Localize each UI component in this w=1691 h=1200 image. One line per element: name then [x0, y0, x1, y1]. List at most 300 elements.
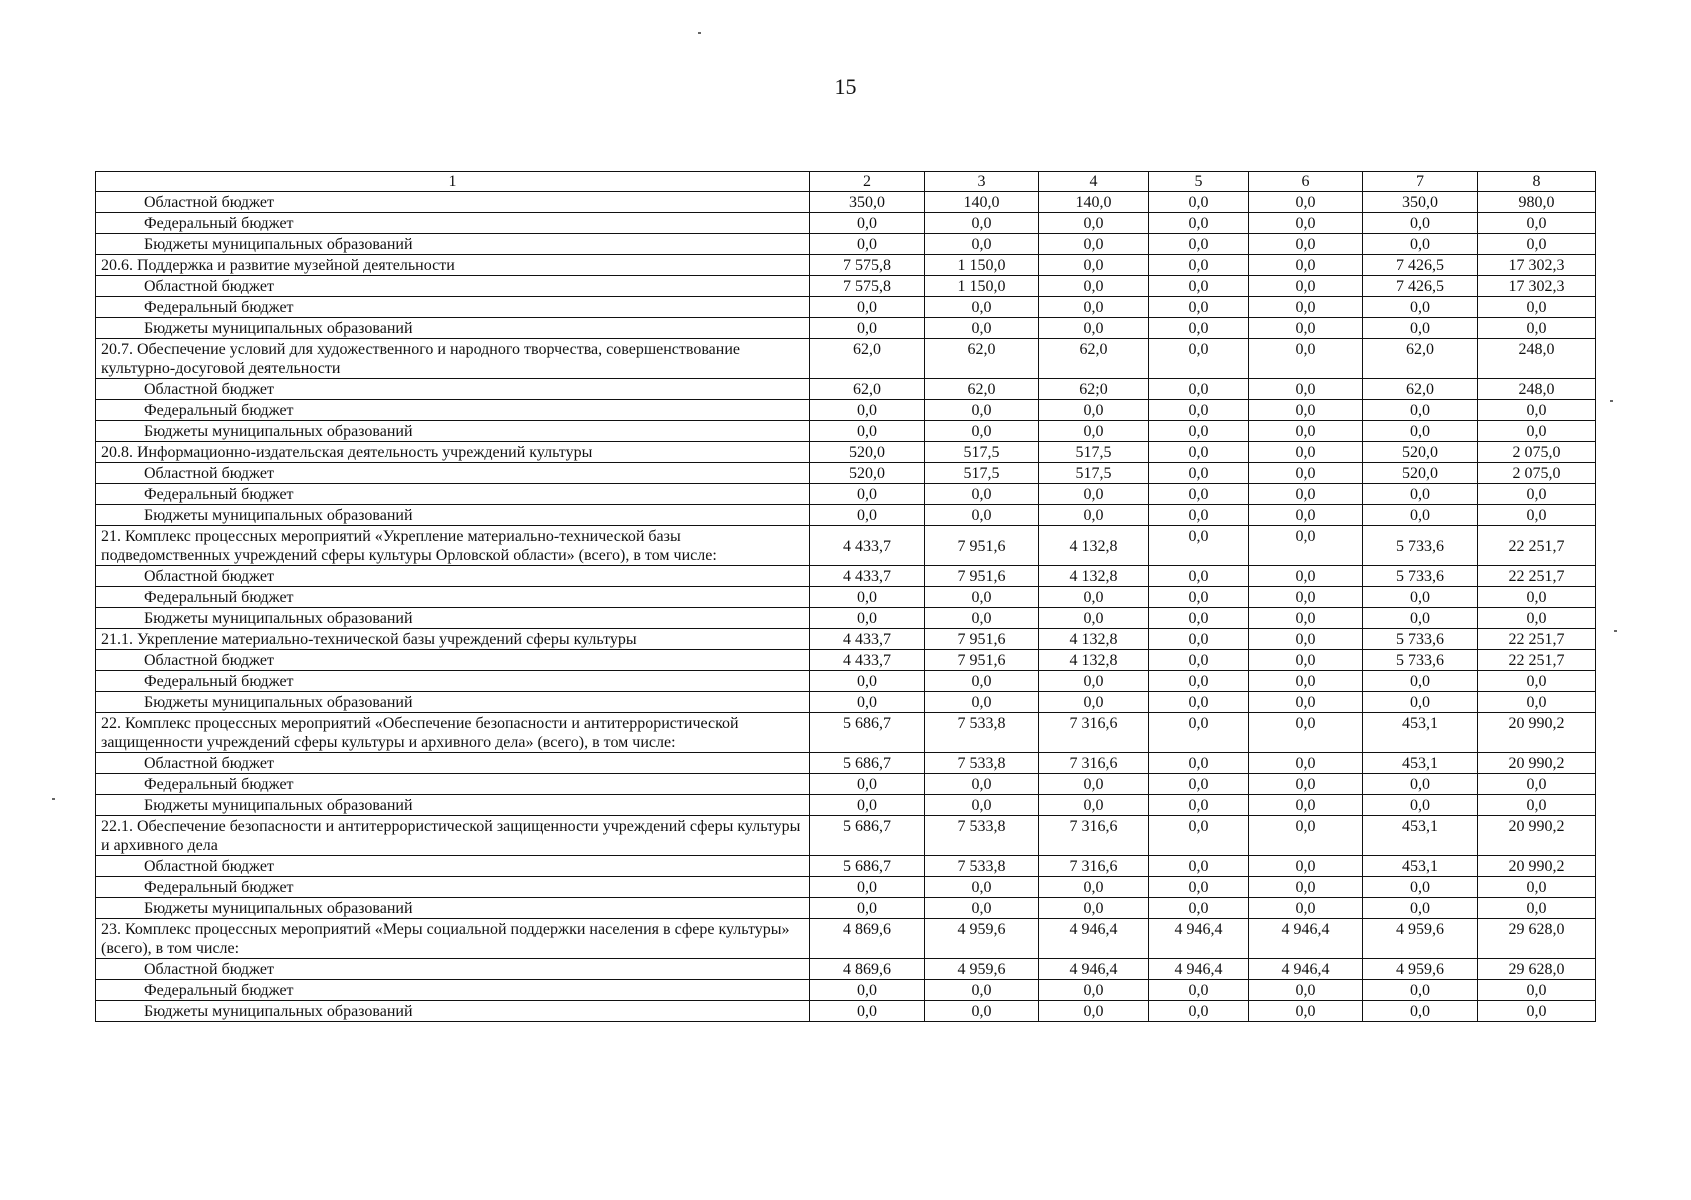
value-cell: 0,0: [1249, 192, 1363, 213]
budget-source-cell: Федеральный бюджет: [96, 484, 810, 505]
value-cell: 248,0: [1478, 339, 1596, 379]
value-cell: 0,0: [925, 1001, 1039, 1022]
table-row-budget-source: [96, 566, 1596, 587]
table-row-item: [96, 816, 1596, 856]
value-cell: 0,0: [1149, 213, 1249, 234]
value-cell: 20 990,2: [1478, 713, 1596, 753]
value-cell: 7 316,6: [1039, 856, 1149, 877]
budget-source-cell: Областной бюджет: [96, 192, 810, 213]
value-cell: 4 132,8: [1039, 629, 1149, 650]
value-cell: 0,0: [1363, 671, 1478, 692]
value-cell: 0,0: [1149, 608, 1249, 629]
value-cell: 0,0: [925, 877, 1039, 898]
budget-source-cell: Федеральный бюджет: [96, 587, 810, 608]
value-cell: 0,0: [810, 484, 925, 505]
value-cell: 4 869,6: [810, 919, 925, 959]
value-cell: 22 251,7: [1478, 526, 1596, 566]
value-cell: 0,0: [1363, 297, 1478, 318]
column-number-row: [96, 172, 1596, 192]
value-cell: 0,0: [1249, 629, 1363, 650]
value-cell: 0,0: [1149, 400, 1249, 421]
table-row-budget-source: [96, 774, 1596, 795]
table-row-item: [96, 255, 1596, 276]
value-cell: 0,0: [810, 400, 925, 421]
value-cell: 0,0: [1149, 587, 1249, 608]
value-cell: 0,0: [1149, 856, 1249, 877]
table-row-budget-source: [96, 379, 1596, 400]
value-cell: 0,0: [1039, 484, 1149, 505]
value-cell: 0,0: [1249, 898, 1363, 919]
value-cell: 0,0: [925, 608, 1039, 629]
column-number: 8: [1478, 172, 1596, 192]
value-cell: 22 251,7: [1478, 650, 1596, 671]
budget-source-cell: Областной бюджет: [96, 753, 810, 774]
value-cell: 0,0: [1363, 505, 1478, 526]
value-cell: 7 316,6: [1039, 753, 1149, 774]
value-cell: 1 150,0: [925, 255, 1039, 276]
value-cell: 453,1: [1363, 753, 1478, 774]
value-cell: 7 426,5: [1363, 255, 1478, 276]
value-cell: 0,0: [1363, 1001, 1478, 1022]
value-cell: 0,0: [1039, 505, 1149, 526]
value-cell: 0,0: [1249, 774, 1363, 795]
value-cell: 7 951,6: [925, 526, 1039, 566]
budget-source-cell: Бюджеты муниципальных образований: [96, 421, 810, 442]
value-cell: 0,0: [925, 234, 1039, 255]
value-cell: 0,0: [1149, 629, 1249, 650]
value-cell: 4 433,7: [810, 629, 925, 650]
value-cell: 0,0: [1478, 774, 1596, 795]
value-cell: 0,0: [1249, 442, 1363, 463]
value-cell: 0,0: [925, 587, 1039, 608]
column-number: 5: [1149, 172, 1249, 192]
column-number: 4: [1039, 172, 1149, 192]
value-cell: 0,0: [1149, 774, 1249, 795]
value-cell: 350,0: [1363, 192, 1478, 213]
value-cell: 0,0: [1249, 795, 1363, 816]
value-cell: 62,0: [1363, 379, 1478, 400]
value-cell: 7 951,6: [925, 566, 1039, 587]
table-row-budget-source: [96, 276, 1596, 297]
value-cell: 5 733,6: [1363, 650, 1478, 671]
value-cell: 0,0: [810, 980, 925, 1001]
value-cell: 17 302,3: [1478, 255, 1596, 276]
value-cell: 20 990,2: [1478, 856, 1596, 877]
budget-source-cell: Бюджеты муниципальных образований: [96, 898, 810, 919]
value-cell: 4 946,4: [1149, 959, 1249, 980]
value-cell: 0,0: [1039, 877, 1149, 898]
value-cell: 7 951,6: [925, 629, 1039, 650]
value-cell: 0,0: [1149, 753, 1249, 774]
value-cell: 0,0: [1039, 318, 1149, 339]
value-cell: 0,0: [1149, 421, 1249, 442]
value-cell: 4 433,7: [810, 566, 925, 587]
value-cell: 7 533,8: [925, 713, 1039, 753]
value-cell: 5 686,7: [810, 816, 925, 856]
value-cell: 0,0: [1149, 980, 1249, 1001]
value-cell: 4 132,8: [1039, 526, 1149, 566]
value-cell: 0,0: [1249, 505, 1363, 526]
value-cell: 0,0: [925, 400, 1039, 421]
value-cell: 0,0: [1478, 213, 1596, 234]
value-cell: 0,0: [1039, 400, 1149, 421]
value-cell: 4 946,4: [1149, 919, 1249, 959]
value-cell: 0,0: [810, 692, 925, 713]
value-cell: 4 433,7: [810, 526, 925, 566]
value-cell: 0,0: [925, 980, 1039, 1001]
value-cell: 20 990,2: [1478, 816, 1596, 856]
table-row-budget-source: [96, 234, 1596, 255]
table-row-budget-source: [96, 692, 1596, 713]
value-cell: 5 686,7: [810, 753, 925, 774]
table-row-budget-source: [96, 980, 1596, 1001]
value-cell: 62,0: [925, 379, 1039, 400]
value-cell: 4 959,6: [925, 959, 1039, 980]
value-cell: 4 946,4: [1039, 959, 1149, 980]
value-cell: 0,0: [1249, 1001, 1363, 1022]
value-cell: 0,0: [925, 505, 1039, 526]
budget-source-cell: Областной бюджет: [96, 463, 810, 484]
scan-speck: [698, 32, 701, 34]
value-cell: 0,0: [925, 318, 1039, 339]
value-cell: 0,0: [1149, 339, 1249, 379]
value-cell: 0,0: [925, 671, 1039, 692]
value-cell: 0,0: [1249, 877, 1363, 898]
budget-source-cell: Областной бюджет: [96, 276, 810, 297]
value-cell: 453,1: [1363, 816, 1478, 856]
item-name-cell: 23. Комплекс процессных мероприятий «Меры социальной поддержки населения в сфере культуры» (всего), в том числе:: [96, 919, 810, 959]
budget-source-cell: Бюджеты муниципальных образований: [96, 692, 810, 713]
value-cell: 0,0: [925, 213, 1039, 234]
value-cell: 0,0: [1478, 692, 1596, 713]
value-cell: 0,0: [1149, 816, 1249, 856]
value-cell: 5 733,6: [1363, 526, 1478, 566]
budget-source-cell: Бюджеты муниципальных образований: [96, 1001, 810, 1022]
budget-source-cell: Областной бюджет: [96, 566, 810, 587]
value-cell: 0,0: [1363, 318, 1478, 339]
value-cell: 0,0: [1478, 587, 1596, 608]
value-cell: 0,0: [1039, 213, 1149, 234]
value-cell: 0,0: [1478, 877, 1596, 898]
item-name-cell: 20.8. Информационно-издательская деятельность учреждений культуры: [96, 442, 810, 463]
value-cell: 0,0: [1039, 297, 1149, 318]
table-row-budget-source: [96, 1001, 1596, 1022]
value-cell: 0,0: [1149, 650, 1249, 671]
scan-speck: [1614, 630, 1617, 632]
value-cell: 0,0: [925, 898, 1039, 919]
table-row-budget-source: [96, 297, 1596, 318]
value-cell: 0,0: [1249, 463, 1363, 484]
value-cell: 7 316,6: [1039, 816, 1149, 856]
value-cell: 0,0: [1149, 379, 1249, 400]
table-row-budget-source: [96, 856, 1596, 877]
value-cell: 0,0: [1478, 421, 1596, 442]
value-cell: 0,0: [810, 877, 925, 898]
table-row-budget-source: [96, 484, 1596, 505]
value-cell: 0,0: [1149, 276, 1249, 297]
item-name-cell: 20.6. Поддержка и развитие музейной деятельности: [96, 255, 810, 276]
table-row-budget-source: [96, 318, 1596, 339]
table-row-budget-source: [96, 400, 1596, 421]
value-cell: 0,0: [1249, 980, 1363, 1001]
value-cell: 0,0: [1249, 608, 1363, 629]
table-row-budget-source: [96, 192, 1596, 213]
value-cell: 140,0: [925, 192, 1039, 213]
value-cell: 0,0: [1249, 856, 1363, 877]
value-cell: 29 628,0: [1478, 959, 1596, 980]
value-cell: 0,0: [810, 421, 925, 442]
value-cell: 0,0: [1039, 587, 1149, 608]
value-cell: 0,0: [1363, 795, 1478, 816]
value-cell: 0,0: [1249, 671, 1363, 692]
table-row-item: [96, 919, 1596, 959]
value-cell: 520,0: [810, 442, 925, 463]
budget-table: [95, 171, 1596, 1022]
budget-source-cell: Областной бюджет: [96, 650, 810, 671]
value-cell: 4 959,6: [1363, 959, 1478, 980]
value-cell: 0,0: [810, 898, 925, 919]
value-cell: 5 686,7: [810, 856, 925, 877]
value-cell: 0,0: [1149, 318, 1249, 339]
budget-source-cell: Областной бюджет: [96, 959, 810, 980]
value-cell: 0,0: [1149, 713, 1249, 753]
value-cell: 0,0: [1039, 276, 1149, 297]
value-cell: 1 150,0: [925, 276, 1039, 297]
value-cell: 0,0: [1149, 255, 1249, 276]
value-cell: 0,0: [1249, 421, 1363, 442]
value-cell: 0,0: [1149, 297, 1249, 318]
value-cell: 0,0: [810, 795, 925, 816]
scan-speck: [1610, 400, 1613, 402]
value-cell: 0,0: [1478, 318, 1596, 339]
page-number: 15: [834, 74, 857, 99]
value-cell: 0,0: [1363, 877, 1478, 898]
item-name-cell: 22. Комплекс процессных мероприятий «Обеспечение безопасности и антитеррористической защищенности учреждений сферы культуры и архивного дела» (всего), в том числе:: [96, 713, 810, 753]
column-number: 6: [1249, 172, 1363, 192]
item-name-cell: 22.1. Обеспечение безопасности и антитеррористической защищенности учреждений сферы культуры и архивного дела: [96, 816, 810, 856]
value-cell: 7 426,5: [1363, 276, 1478, 297]
value-cell: 0,0: [810, 608, 925, 629]
value-cell: 0,0: [1039, 608, 1149, 629]
value-cell: 0,0: [1249, 650, 1363, 671]
value-cell: 62,0: [925, 339, 1039, 379]
value-cell: 0,0: [1363, 980, 1478, 1001]
budget-source-cell: Бюджеты муниципальных образований: [96, 318, 810, 339]
budget-source-cell: Федеральный бюджет: [96, 213, 810, 234]
value-cell: 7 533,8: [925, 856, 1039, 877]
item-name-cell: 21. Комплекс процессных мероприятий «Укрепление материально-технической базы подведомственных учреждений сферы культуры Орловской области» (всего), в том числе:: [96, 526, 810, 566]
table-row-budget-source: [96, 959, 1596, 980]
value-cell: 22 251,7: [1478, 629, 1596, 650]
value-cell: 0,0: [810, 587, 925, 608]
value-cell: 0,0: [1149, 463, 1249, 484]
value-cell: 0,0: [1363, 400, 1478, 421]
table-row-budget-source: [96, 505, 1596, 526]
value-cell: 7 575,8: [810, 276, 925, 297]
value-cell: 0,0: [810, 234, 925, 255]
value-cell: 0,0: [1149, 526, 1249, 566]
table-row-budget-source: [96, 898, 1596, 919]
value-cell: 0,0: [1149, 442, 1249, 463]
value-cell: 0,0: [1039, 421, 1149, 442]
value-cell: 0,0: [1149, 795, 1249, 816]
value-cell: 0,0: [1249, 484, 1363, 505]
value-cell: 0,0: [1363, 692, 1478, 713]
value-cell: 980,0: [1478, 192, 1596, 213]
table-row-budget-source: [96, 463, 1596, 484]
value-cell: 5 686,7: [810, 713, 925, 753]
value-cell: 0,0: [810, 318, 925, 339]
value-cell: 0,0: [1249, 255, 1363, 276]
value-cell: 0,0: [1149, 505, 1249, 526]
value-cell: 62,0: [810, 379, 925, 400]
table-row-item: [96, 713, 1596, 753]
value-cell: 0,0: [1149, 234, 1249, 255]
value-cell: 4 946,4: [1249, 959, 1363, 980]
value-cell: 4 946,4: [1039, 919, 1149, 959]
value-cell: 520,0: [1363, 442, 1478, 463]
value-cell: 0,0: [1478, 505, 1596, 526]
budget-source-cell: Бюджеты муниципальных образований: [96, 608, 810, 629]
table-body: [96, 172, 1596, 1022]
table-row-item: [96, 442, 1596, 463]
value-cell: 0,0: [1249, 587, 1363, 608]
value-cell: 0,0: [925, 692, 1039, 713]
value-cell: 0,0: [810, 1001, 925, 1022]
value-cell: 0,0: [1249, 318, 1363, 339]
value-cell: 5 733,6: [1363, 566, 1478, 587]
value-cell: 0,0: [1363, 898, 1478, 919]
value-cell: 4 959,6: [1363, 919, 1478, 959]
value-cell: 0,0: [1039, 1001, 1149, 1022]
value-cell: 0,0: [1478, 484, 1596, 505]
budget-source-cell: Федеральный бюджет: [96, 297, 810, 318]
item-name-cell: 20.7. Обеспечение условий для художественного и народного творчества, совершенствование культурно-досуговой деятельности: [96, 339, 810, 379]
value-cell: 0,0: [1039, 980, 1149, 1001]
value-cell: 0,0: [1249, 566, 1363, 587]
value-cell: 453,1: [1363, 856, 1478, 877]
value-cell: 0,0: [1039, 255, 1149, 276]
value-cell: 5 733,6: [1363, 629, 1478, 650]
value-cell: 17 302,3: [1478, 276, 1596, 297]
budget-source-cell: Областной бюджет: [96, 856, 810, 877]
value-cell: 0,0: [1149, 1001, 1249, 1022]
value-cell: 62,0: [1363, 339, 1478, 379]
value-cell: 0,0: [1149, 671, 1249, 692]
value-cell: 0,0: [1149, 692, 1249, 713]
value-cell: 350,0: [810, 192, 925, 213]
value-cell: 7 533,8: [925, 753, 1039, 774]
value-cell: 2 075,0: [1478, 463, 1596, 484]
value-cell: 0,0: [1363, 774, 1478, 795]
value-cell: 4 132,8: [1039, 650, 1149, 671]
budget-source-cell: Федеральный бюджет: [96, 671, 810, 692]
table-row-item: [96, 629, 1596, 650]
value-cell: 0,0: [1039, 671, 1149, 692]
value-cell: 0,0: [1149, 877, 1249, 898]
value-cell: 520,0: [1363, 463, 1478, 484]
value-cell: 2 075,0: [1478, 442, 1596, 463]
value-cell: 0,0: [1149, 566, 1249, 587]
value-cell: 0,0: [810, 505, 925, 526]
value-cell: 453,1: [1363, 713, 1478, 753]
table-row-budget-source: [96, 213, 1596, 234]
column-number: 3: [925, 172, 1039, 192]
value-cell: 0,0: [1249, 213, 1363, 234]
budget-source-cell: Областной бюджет: [96, 379, 810, 400]
value-cell: 0,0: [1363, 587, 1478, 608]
value-cell: 0,0: [925, 297, 1039, 318]
table-row-budget-source: [96, 421, 1596, 442]
table-row-item: [96, 339, 1596, 379]
value-cell: 0,0: [1249, 379, 1363, 400]
value-cell: 0,0: [1363, 213, 1478, 234]
value-cell: 0,0: [1363, 421, 1478, 442]
value-cell: 0,0: [925, 484, 1039, 505]
value-cell: 0,0: [1249, 234, 1363, 255]
value-cell: 0,0: [1363, 234, 1478, 255]
value-cell: 0,0: [810, 297, 925, 318]
value-cell: 0,0: [810, 213, 925, 234]
column-number: 1: [96, 172, 810, 192]
value-cell: 517,5: [925, 463, 1039, 484]
value-cell: 0,0: [1249, 713, 1363, 753]
value-cell: 7 575,8: [810, 255, 925, 276]
value-cell: 0,0: [1478, 795, 1596, 816]
value-cell: 0,0: [1149, 898, 1249, 919]
value-cell: 7 316,6: [1039, 713, 1149, 753]
value-cell: 0,0: [1249, 339, 1363, 379]
value-cell: 517,5: [925, 442, 1039, 463]
budget-source-cell: Бюджеты муниципальных образований: [96, 505, 810, 526]
value-cell: 248,0: [1478, 379, 1596, 400]
table-row-budget-source: [96, 608, 1596, 629]
value-cell: 4 132,8: [1039, 566, 1149, 587]
budget-source-cell: Федеральный бюджет: [96, 400, 810, 421]
value-cell: 22 251,7: [1478, 566, 1596, 587]
value-cell: 0,0: [1478, 400, 1596, 421]
value-cell: 0,0: [1249, 753, 1363, 774]
value-cell: 0,0: [1478, 297, 1596, 318]
value-cell: 0,0: [1478, 671, 1596, 692]
value-cell: 4 433,7: [810, 650, 925, 671]
column-number: 7: [1363, 172, 1478, 192]
value-cell: 0,0: [1249, 276, 1363, 297]
value-cell: 0,0: [1039, 234, 1149, 255]
value-cell: 7 533,8: [925, 816, 1039, 856]
value-cell: 4 959,6: [925, 919, 1039, 959]
value-cell: 62,0: [1039, 339, 1149, 379]
table-row-item: [96, 526, 1596, 566]
value-cell: 0,0: [1249, 400, 1363, 421]
value-cell: 62;0: [1039, 379, 1149, 400]
table-row-budget-source: [96, 650, 1596, 671]
value-cell: 0,0: [1149, 192, 1249, 213]
value-cell: 0,0: [1039, 774, 1149, 795]
value-cell: 0,0: [1039, 692, 1149, 713]
table-row-budget-source: [96, 795, 1596, 816]
value-cell: 0,0: [1478, 608, 1596, 629]
value-cell: 0,0: [810, 671, 925, 692]
value-cell: 517,5: [1039, 442, 1149, 463]
value-cell: 62,0: [810, 339, 925, 379]
budget-source-cell: Федеральный бюджет: [96, 774, 810, 795]
value-cell: 0,0: [1249, 297, 1363, 318]
value-cell: 0,0: [1478, 1001, 1596, 1022]
value-cell: 0,0: [1478, 980, 1596, 1001]
value-cell: 0,0: [1149, 484, 1249, 505]
value-cell: 0,0: [1249, 816, 1363, 856]
